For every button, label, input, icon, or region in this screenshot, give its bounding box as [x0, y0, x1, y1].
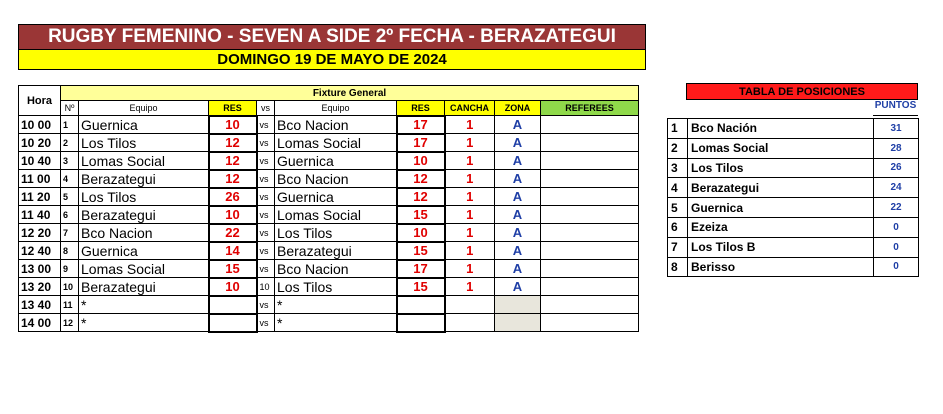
home-team: Guernica [79, 116, 209, 134]
standing-points: 0 [874, 257, 919, 277]
referee [541, 134, 639, 152]
fixture-row [19, 278, 639, 296]
match-number: 3 [61, 152, 79, 170]
referee [541, 296, 639, 314]
field-number: 1 [445, 242, 495, 260]
referee [541, 278, 639, 296]
away-score: 17 [397, 260, 445, 278]
referee [541, 152, 639, 170]
referee [541, 314, 639, 332]
match-time: 13 20 [19, 278, 61, 296]
home-team: Berazategui [79, 278, 209, 296]
zone: A [495, 134, 541, 152]
field-number: 1 [445, 152, 495, 170]
standing-team: Ezeiza [688, 217, 874, 237]
versus-label: vs [257, 242, 275, 260]
away-score: 12 [397, 188, 445, 206]
referee [541, 224, 639, 242]
away-score: 17 [397, 116, 445, 134]
home-score: 10 [209, 278, 257, 296]
event-date: DOMINGO 19 DE MAYO DE 2024 [18, 50, 646, 70]
referee [541, 242, 639, 260]
match-time: 10 00 [19, 116, 61, 134]
standings-table [667, 118, 919, 277]
field-number [445, 296, 495, 314]
match-time: 12 20 [19, 224, 61, 242]
fixture-row [19, 206, 639, 224]
header-hora: Hora [19, 86, 61, 116]
standings-row [668, 138, 919, 158]
match-time: 11 40 [19, 206, 61, 224]
away-team: Guernica [275, 188, 397, 206]
standings-points-header: PUNTOS [873, 100, 918, 116]
field-number: 1 [445, 170, 495, 188]
zone: A [495, 260, 541, 278]
standing-team: Los Tilos B [688, 237, 874, 257]
standings-row [668, 257, 919, 277]
home-team: Berazategui [79, 170, 209, 188]
standing-position: 2 [668, 138, 688, 158]
fixture-row [19, 134, 639, 152]
fixture-row [19, 116, 639, 134]
match-number: 2 [61, 134, 79, 152]
header-zona: ZONA [495, 101, 541, 116]
standing-team: Los Tilos [688, 158, 874, 178]
home-team: * [79, 296, 209, 314]
match-time: 10 40 [19, 152, 61, 170]
home-team: Berazategui [79, 206, 209, 224]
away-score: 12 [397, 170, 445, 188]
match-number: 5 [61, 188, 79, 206]
field-number: 1 [445, 260, 495, 278]
away-team: Los Tilos [275, 278, 397, 296]
header-vs: vs [257, 101, 275, 116]
zone: A [495, 242, 541, 260]
home-score: 12 [209, 134, 257, 152]
standing-team: Lomas Social [688, 138, 874, 158]
match-number: 4 [61, 170, 79, 188]
match-number: 10 [61, 278, 79, 296]
home-score: 22 [209, 224, 257, 242]
standing-points: 31 [874, 119, 919, 139]
versus-label: vs [257, 170, 275, 188]
away-score: 17 [397, 134, 445, 152]
standing-position: 3 [668, 158, 688, 178]
header-referees: REFEREES [541, 101, 639, 116]
standing-position: 4 [668, 178, 688, 198]
away-team: * [275, 296, 397, 314]
home-score: 14 [209, 242, 257, 260]
match-number: 6 [61, 206, 79, 224]
home-team: Guernica [79, 242, 209, 260]
match-number: 1 [61, 116, 79, 134]
fixture-column-headers [19, 101, 639, 116]
referee [541, 170, 639, 188]
referee [541, 260, 639, 278]
home-score [209, 296, 257, 314]
standing-position: 5 [668, 198, 688, 218]
fixture-header-row [19, 86, 639, 101]
standing-position: 1 [668, 119, 688, 139]
zone [495, 314, 541, 332]
field-number: 1 [445, 278, 495, 296]
field-number: 1 [445, 134, 495, 152]
standing-points: 24 [874, 178, 919, 198]
away-team: Guernica [275, 152, 397, 170]
standing-points: 0 [874, 237, 919, 257]
versus-label: vs [257, 116, 275, 134]
field-number: 1 [445, 116, 495, 134]
zone: A [495, 116, 541, 134]
home-score: 12 [209, 152, 257, 170]
zone: A [495, 206, 541, 224]
fixture-row [19, 152, 639, 170]
standings-row [668, 237, 919, 257]
versus-label: vs [257, 134, 275, 152]
away-team: Berazategui [275, 242, 397, 260]
referee [541, 116, 639, 134]
standings-row [668, 119, 919, 139]
match-number: 8 [61, 242, 79, 260]
fixture-row [19, 188, 639, 206]
field-number: 1 [445, 188, 495, 206]
fixture-row [19, 170, 639, 188]
standing-position: 8 [668, 257, 688, 277]
versus-label: vs [257, 188, 275, 206]
away-score: 10 [397, 224, 445, 242]
home-team: Los Tilos [79, 188, 209, 206]
away-team: Los Tilos [275, 224, 397, 242]
home-score: 10 [209, 206, 257, 224]
match-time: 13 40 [19, 296, 61, 314]
home-score: 12 [209, 170, 257, 188]
versus-label: vs [257, 224, 275, 242]
match-number: 12 [61, 314, 79, 332]
header-cancha: CANCHA [445, 101, 495, 116]
match-time: 13 00 [19, 260, 61, 278]
away-score: 15 [397, 278, 445, 296]
zone: A [495, 224, 541, 242]
home-team: * [79, 314, 209, 332]
away-score: 15 [397, 206, 445, 224]
versus-label: vs [257, 314, 275, 332]
home-team: Los Tilos [79, 134, 209, 152]
home-team: Bco Nacion [79, 224, 209, 242]
fixture-row [19, 314, 639, 332]
zone: A [495, 152, 541, 170]
zone: A [495, 278, 541, 296]
referee [541, 206, 639, 224]
header-equipo2: Equipo [275, 101, 397, 116]
standing-team: Bco Nación [688, 119, 874, 139]
home-score: 10 [209, 116, 257, 134]
standing-points: 26 [874, 158, 919, 178]
zone [495, 296, 541, 314]
away-team: Lomas Social [275, 206, 397, 224]
match-number: 7 [61, 224, 79, 242]
zone: A [495, 188, 541, 206]
referee [541, 188, 639, 206]
header-res: RES [209, 101, 257, 116]
standings-row [668, 158, 919, 178]
field-number [445, 314, 495, 332]
match-number: 11 [61, 296, 79, 314]
field-number: 1 [445, 224, 495, 242]
fixture-row [19, 260, 639, 278]
match-time: 11 00 [19, 170, 61, 188]
page-title: RUGBY FEMENINO - SEVEN A SIDE 2º FECHA - BERAZATEGUI [18, 24, 646, 50]
zone: A [495, 170, 541, 188]
fixture-table [18, 85, 639, 333]
home-score: 26 [209, 188, 257, 206]
match-time: 14 00 [19, 314, 61, 332]
versus-label: vs [257, 206, 275, 224]
versus-label: 10 [257, 278, 275, 296]
home-score: 15 [209, 260, 257, 278]
match-number: 9 [61, 260, 79, 278]
header-num: Nº [61, 101, 79, 116]
field-number: 1 [445, 206, 495, 224]
standings-row [668, 178, 919, 198]
home-team: Lomas Social [79, 260, 209, 278]
away-team: Bco Nacion [275, 260, 397, 278]
fixture-row [19, 242, 639, 260]
standing-position: 6 [668, 217, 688, 237]
fixture-section-title: Fixture General [61, 86, 639, 101]
versus-label: vs [257, 260, 275, 278]
standings-row [668, 217, 919, 237]
away-score: 15 [397, 242, 445, 260]
away-team: * [275, 314, 397, 332]
standing-points: 0 [874, 217, 919, 237]
standing-team: Berisso [688, 257, 874, 277]
standings-row [668, 198, 919, 218]
match-time: 11 20 [19, 188, 61, 206]
header-res2: RES [397, 101, 445, 116]
versus-label: vs [257, 152, 275, 170]
header-equipo: Equipo [79, 101, 209, 116]
standing-points: 28 [874, 138, 919, 158]
away-score: 10 [397, 152, 445, 170]
versus-label: vs [257, 296, 275, 314]
standing-team: Guernica [688, 198, 874, 218]
away-team: Bco Nacion [275, 170, 397, 188]
away-score [397, 314, 445, 332]
match-time: 10 20 [19, 134, 61, 152]
away-team: Bco Nacion [275, 116, 397, 134]
standing-team: Berazategui [688, 178, 874, 198]
home-team: Lomas Social [79, 152, 209, 170]
away-team: Lomas Social [275, 134, 397, 152]
standings-title: TABLA DE POSICIONES [686, 83, 918, 100]
fixture-row [19, 224, 639, 242]
home-score [209, 314, 257, 332]
away-score [397, 296, 445, 314]
standing-points: 22 [874, 198, 919, 218]
fixture-row [19, 296, 639, 314]
match-time: 12 40 [19, 242, 61, 260]
standing-position: 7 [668, 237, 688, 257]
